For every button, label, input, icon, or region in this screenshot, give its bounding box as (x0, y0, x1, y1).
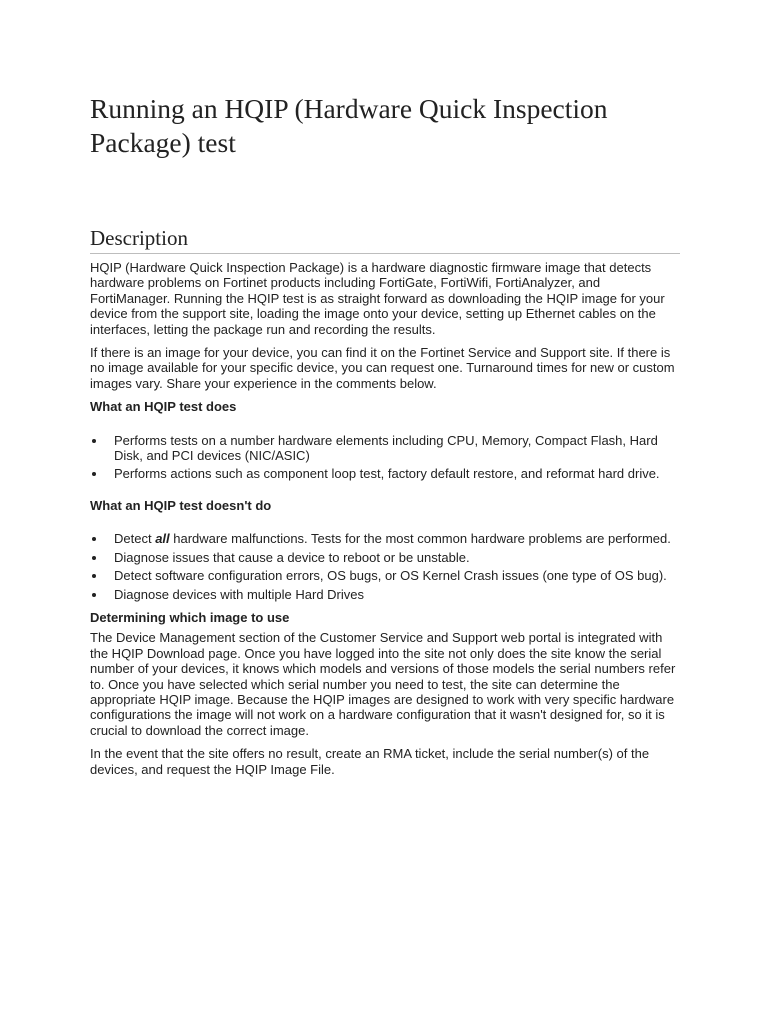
does-list (90, 433, 680, 482)
determine-paragraph: The Device Management section of the Customer Service and Support web portal is integrated with the HQIP Download page. Once you have logged into the site not only does the site know the serial number of your devices, it knows which models and versions of those models the serial numbers refer to. Once you have selected which serial number you need to test, the site can determine the appropriate HQIP image. Because the HQIP images are designed to work with very specific hardware configurations the image will not work on a hardware configuration that it wasn't designed for, so it is crucial to download the correct image. (90, 630, 676, 738)
rma-paragraph: In the event that the site offers no result, create an RMA ticket, include the serial number(s) of the devices, and request the HQIP Image File. (90, 746, 650, 777)
document-page (90, 92, 680, 777)
item-suffix: hardware malfunctions. Tests for the most common hardware problems are performed. (169, 531, 671, 547)
list-item (114, 531, 680, 546)
list-item: Performs tests on a number hardware elements including CPU, Memory, Compact Flash, Hard Disk, and PCI devices (NIC/ASIC) (114, 433, 680, 464)
list-item: Detect software configuration errors, OS bugs, or OS Kernel Crash issues (one type of OS bug). (114, 568, 680, 583)
doesnt-heading: What an HQIP test doesn't do (90, 497, 272, 513)
doesnt-list (90, 531, 680, 602)
item-emphasis: all (155, 531, 170, 547)
availability-paragraph: If there is an image for your device, you can find it on the Fortinet Service and Support site. If there is no image available for your specific device, you can request one. Turnaround times for new or custom images vary. Share your experience in the comments below. (90, 345, 675, 391)
list-item: Performs actions such as component loop test, factory default restore, and reformat hard drive. (114, 466, 680, 481)
list-item: Diagnose devices with multiple Hard Drives (114, 587, 680, 602)
description-heading: Description (90, 225, 680, 254)
list-item: Diagnose issues that cause a device to reboot or be unstable. (114, 550, 680, 565)
item-prefix: Detect (114, 531, 156, 547)
page-title: Running an HQIP (Hardware Quick Inspection Package) test (90, 93, 608, 158)
intro-paragraph: HQIP (Hardware Quick Inspection Package) is a hardware diagnostic firmware image that detects hardware problems on Fortinet products including FortiGate, FortiWifi, FortiAnalyzer, and FortiManager. Running the HQIP test is as straight forward as downloading the HQIP image for your device from the support site, loading the image onto your device, setting up Ethernet cables on the interfaces, letting the package run and recording the results. (90, 260, 665, 337)
determine-heading: Determining which image to use (90, 609, 290, 625)
does-heading: What an HQIP test does (90, 399, 237, 415)
